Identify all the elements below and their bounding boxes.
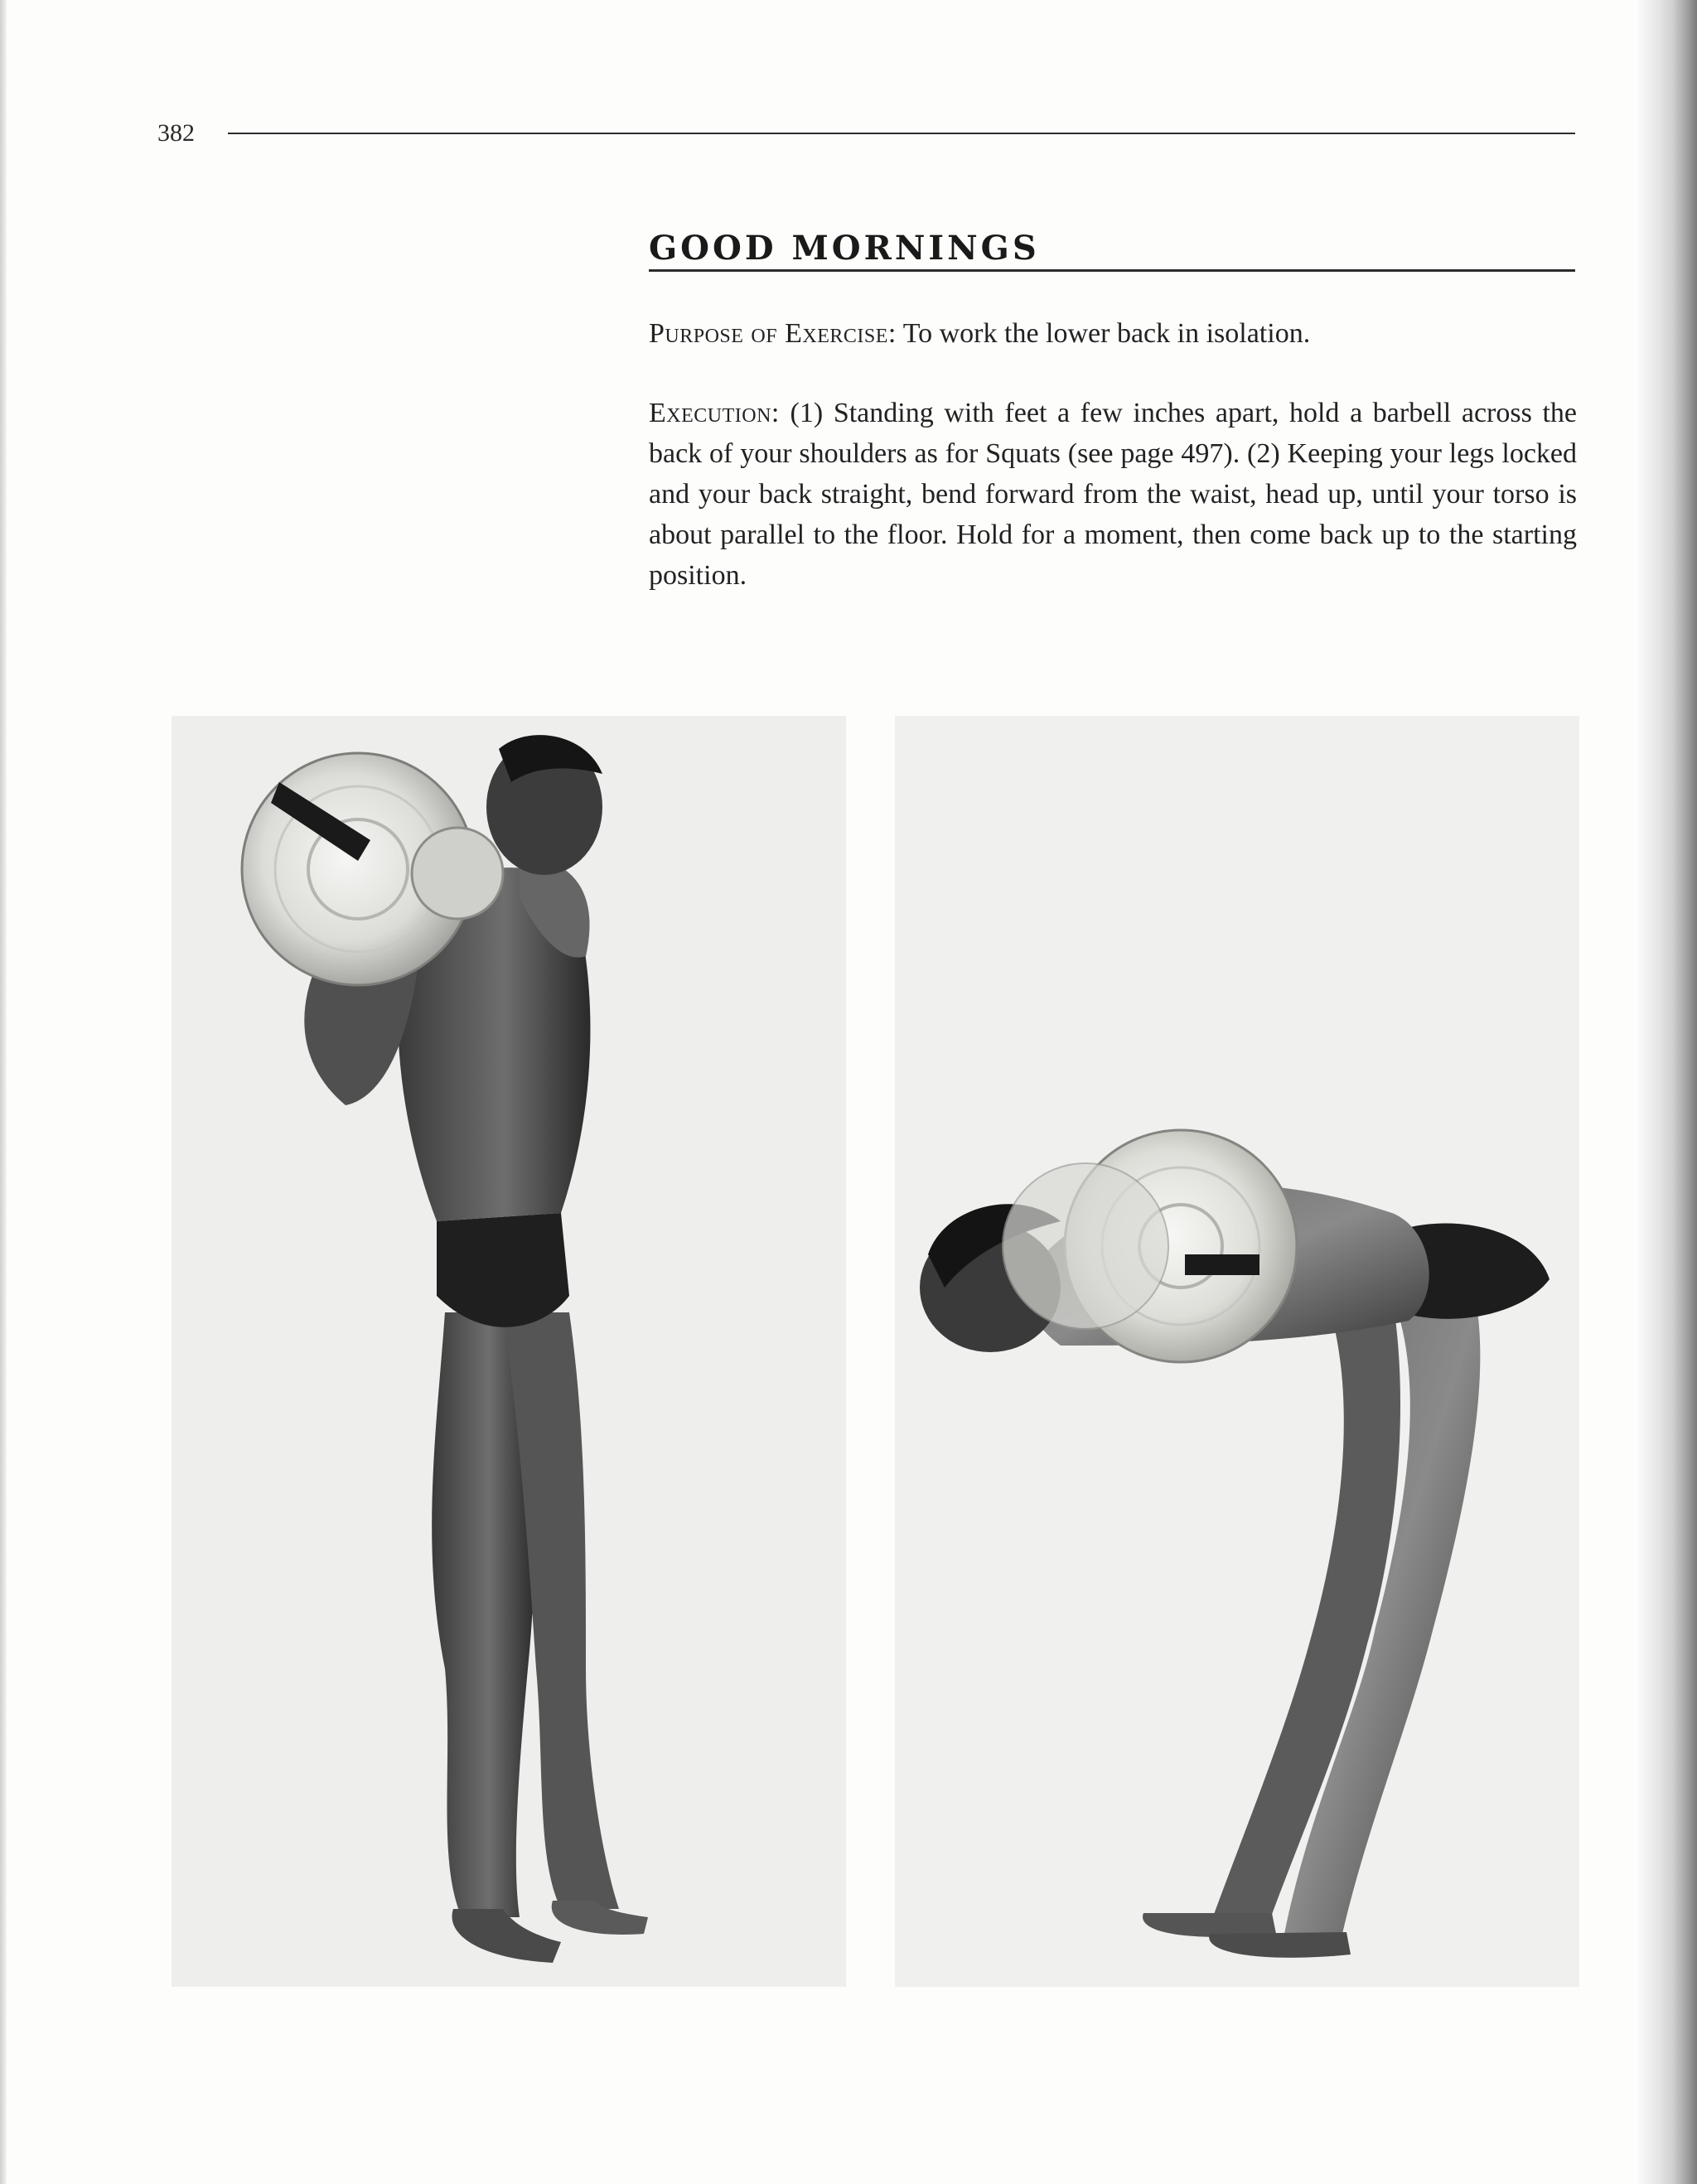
purpose-text: To work the lower back in isolation. <box>902 318 1311 349</box>
section-title: GOOD MORNINGS <box>649 229 1040 268</box>
page-number: 382 <box>157 119 195 147</box>
page-edge-shadow <box>1637 0 1697 2184</box>
execution-text: (1) Standing with feet a few inches apart, hold a barbell across the back of your shoulders as for Squats (see page 497). (2) Keeping your legs locked and your back straight, bend forward from the waist, head up, until your torso is about parallel to the floor. Hold for a moment, then come back up to the starting position. <box>649 398 1578 591</box>
header-rule <box>228 133 1575 134</box>
page-spine-shadow <box>0 0 7 2184</box>
start-position-photo <box>172 716 846 1987</box>
purpose-label: Purpose of Exercise: <box>649 318 897 349</box>
title-rule <box>649 269 1575 272</box>
execution-label: Execution: <box>649 398 780 428</box>
purpose-paragraph <box>649 313 1577 354</box>
standing-figure-image <box>172 716 846 1987</box>
finish-position-photo <box>895 716 1579 1987</box>
bent-over-figure-image <box>895 716 1579 1987</box>
execution-paragraph <box>649 393 1577 596</box>
